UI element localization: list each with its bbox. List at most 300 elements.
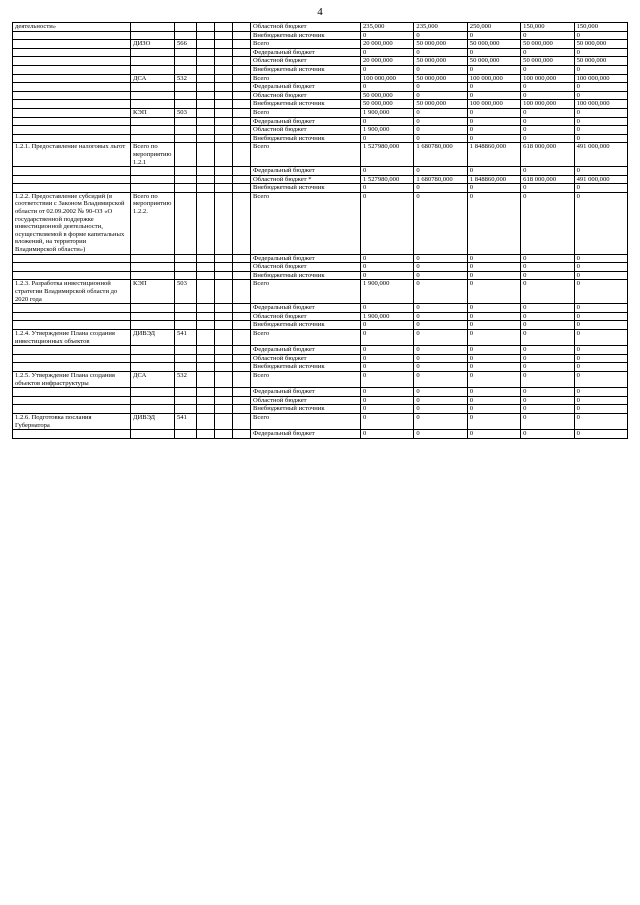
table-cell: 0: [361, 254, 414, 263]
table-cell: [131, 263, 175, 272]
source-cell: Всего: [251, 329, 361, 345]
table-cell: 0: [467, 117, 520, 126]
table-cell: 0: [414, 65, 467, 74]
table-cell: [197, 74, 215, 83]
measure-cell: [13, 126, 131, 135]
table-cell: ДСА: [131, 74, 175, 83]
measure-cell: [13, 117, 131, 126]
table-cell: 0: [467, 31, 520, 40]
table-cell: [197, 396, 215, 405]
table-cell: [197, 405, 215, 414]
measure-cell: 1.2.3. Разработка инвестиционной стратегии Владимирской области до 2020 года: [13, 280, 131, 304]
budget-table-body: [13, 23, 628, 439]
table-cell: [175, 321, 197, 330]
table-cell: [175, 23, 197, 32]
table-cell: [197, 57, 215, 66]
table-cell: 0: [414, 405, 467, 414]
table-cell: [175, 312, 197, 321]
table-cell: [131, 83, 175, 92]
table-cell: [197, 304, 215, 313]
table-cell: 0: [467, 126, 520, 135]
table-cell: [215, 254, 233, 263]
table-cell: 0: [574, 329, 627, 345]
table-cell: [197, 312, 215, 321]
table-row: [13, 91, 628, 100]
table-cell: 0: [361, 263, 414, 272]
table-cell: 0: [361, 363, 414, 372]
table-cell: 100 000,000: [467, 74, 520, 83]
measure-cell: [13, 65, 131, 74]
table-cell: 0: [574, 363, 627, 372]
table-cell: 0: [521, 321, 574, 330]
table-cell: [131, 48, 175, 57]
table-cell: [233, 108, 251, 117]
table-cell: 0: [521, 280, 574, 304]
table-cell: 0: [414, 388, 467, 397]
table-cell: [215, 430, 233, 439]
table-row: [13, 396, 628, 405]
table-cell: [131, 100, 175, 109]
table-cell: 618 000,000: [521, 143, 574, 167]
table-cell: 1 900,000: [361, 126, 414, 135]
table-row: [13, 192, 628, 254]
table-cell: 0: [414, 184, 467, 193]
table-cell: [131, 134, 175, 143]
table-cell: 0: [414, 134, 467, 143]
table-cell: [233, 363, 251, 372]
table-cell: 50 000,000: [521, 40, 574, 49]
table-cell: [215, 143, 233, 167]
table-cell: [175, 167, 197, 176]
table-cell: 503: [175, 280, 197, 304]
table-cell: [215, 371, 233, 387]
table-cell: [197, 83, 215, 92]
table-cell: 0: [361, 192, 414, 254]
measure-cell: 1.2.2. Предоставление субсидий (в соответствии с Законом Владимирской области от 02.09.2002 № 90-ОЗ «О государственной поддержке инвестиционной деятельности, осуществляемой в форме капитальных вложений, на территории Владимирской области»): [13, 192, 131, 254]
source-cell: Федеральный бюджет: [251, 430, 361, 439]
table-row: [13, 280, 628, 304]
source-cell: Федеральный бюджет: [251, 254, 361, 263]
table-cell: ДСА: [131, 371, 175, 387]
table-cell: [233, 100, 251, 109]
table-cell: 0: [361, 371, 414, 387]
table-cell: [215, 263, 233, 272]
table-row: [13, 167, 628, 176]
table-cell: 0: [467, 329, 520, 345]
table-cell: 1 527980,000: [361, 143, 414, 167]
table-cell: 0: [574, 134, 627, 143]
table-cell: [131, 167, 175, 176]
table-cell: 0: [574, 371, 627, 387]
table-row: [13, 371, 628, 387]
table-cell: ДИЗО: [131, 40, 175, 49]
measure-cell: [13, 321, 131, 330]
table-cell: [233, 40, 251, 49]
table-cell: 1 900,000: [361, 108, 414, 117]
table-cell: 0: [414, 396, 467, 405]
table-cell: [197, 40, 215, 49]
table-cell: [175, 83, 197, 92]
table-cell: [197, 354, 215, 363]
table-cell: 50 000,000: [467, 57, 520, 66]
table-cell: КЭП: [131, 108, 175, 117]
table-cell: 0: [467, 108, 520, 117]
table-cell: [233, 430, 251, 439]
table-row: [13, 48, 628, 57]
table-cell: [175, 126, 197, 135]
table-cell: [215, 100, 233, 109]
table-cell: 0: [574, 167, 627, 176]
source-cell: Федеральный бюджет: [251, 304, 361, 313]
table-cell: [233, 184, 251, 193]
table-cell: 0: [414, 312, 467, 321]
table-cell: 0: [574, 413, 627, 429]
table-cell: [233, 371, 251, 387]
table-cell: 0: [414, 117, 467, 126]
table-cell: 0: [361, 31, 414, 40]
table-cell: 0: [521, 263, 574, 272]
table-cell: [215, 74, 233, 83]
table-cell: [131, 312, 175, 321]
table-cell: 20 000,000: [361, 40, 414, 49]
table-cell: [197, 329, 215, 345]
table-cell: [233, 175, 251, 184]
table-row: [13, 117, 628, 126]
table-cell: [175, 175, 197, 184]
table-cell: [175, 192, 197, 254]
measure-cell: [13, 74, 131, 83]
table-cell: [215, 126, 233, 135]
table-cell: [131, 304, 175, 313]
table-cell: 0: [574, 388, 627, 397]
source-cell: Федеральный бюджет: [251, 83, 361, 92]
table-cell: [233, 31, 251, 40]
table-row: [13, 271, 628, 280]
table-cell: [175, 263, 197, 272]
table-cell: [175, 184, 197, 193]
table-cell: [215, 329, 233, 345]
table-cell: 1 848860,000: [467, 143, 520, 167]
table-cell: 0: [574, 263, 627, 272]
measure-cell: [13, 388, 131, 397]
table-cell: 0: [467, 263, 520, 272]
table-cell: 0: [467, 280, 520, 304]
table-cell: 0: [521, 354, 574, 363]
table-cell: [233, 413, 251, 429]
measure-cell: [13, 271, 131, 280]
source-cell: Всего: [251, 371, 361, 387]
table-cell: 0: [521, 346, 574, 355]
table-cell: [233, 271, 251, 280]
source-cell: Внебюджетный источник: [251, 321, 361, 330]
measure-cell: [13, 167, 131, 176]
table-cell: [233, 312, 251, 321]
table-cell: 0: [361, 83, 414, 92]
table-cell: [233, 23, 251, 32]
table-cell: 0: [521, 312, 574, 321]
table-cell: 0: [574, 83, 627, 92]
source-cell: Областной бюджет: [251, 23, 361, 32]
table-cell: [215, 363, 233, 372]
table-cell: 0: [574, 48, 627, 57]
table-cell: [131, 184, 175, 193]
table-cell: 0: [414, 346, 467, 355]
source-cell: Федеральный бюджет: [251, 117, 361, 126]
table-cell: 0: [574, 304, 627, 313]
measure-cell: деятельности»: [13, 23, 131, 32]
table-cell: [233, 396, 251, 405]
table-cell: 50 000,000: [467, 40, 520, 49]
table-cell: 0: [574, 184, 627, 193]
table-cell: 0: [574, 346, 627, 355]
measure-cell: 1.2.6. Подготовка послания Губернатора: [13, 413, 131, 429]
source-cell: Внебюджетный источник: [251, 31, 361, 40]
table-cell: [215, 388, 233, 397]
table-cell: [233, 354, 251, 363]
table-cell: 0: [467, 65, 520, 74]
table-cell: [131, 126, 175, 135]
table-cell: [197, 117, 215, 126]
table-cell: [175, 405, 197, 414]
table-cell: 0: [361, 321, 414, 330]
table-cell: 50 000,000: [361, 91, 414, 100]
table-cell: 1 680780,000: [414, 175, 467, 184]
table-cell: 0: [574, 405, 627, 414]
table-cell: [197, 175, 215, 184]
table-cell: [131, 405, 175, 414]
table-cell: 0: [414, 126, 467, 135]
table-cell: 503: [175, 108, 197, 117]
table-cell: 0: [361, 388, 414, 397]
table-row: [13, 31, 628, 40]
table-cell: 0: [414, 263, 467, 272]
table-cell: 0: [414, 192, 467, 254]
table-cell: [175, 388, 197, 397]
table-cell: [131, 363, 175, 372]
table-row: [13, 263, 628, 272]
table-cell: [233, 143, 251, 167]
table-cell: [215, 405, 233, 414]
table-cell: 0: [467, 396, 520, 405]
source-cell: Внебюджетный источник: [251, 405, 361, 414]
table-cell: [175, 117, 197, 126]
table-row: [13, 126, 628, 135]
table-row: [13, 304, 628, 313]
table-cell: 0: [361, 346, 414, 355]
table-cell: [233, 134, 251, 143]
table-row: [13, 40, 628, 49]
table-cell: [233, 83, 251, 92]
table-cell: [233, 91, 251, 100]
source-cell: Всего: [251, 40, 361, 49]
table-cell: [175, 363, 197, 372]
table-cell: [131, 396, 175, 405]
source-cell: Федеральный бюджет: [251, 346, 361, 355]
table-row: [13, 405, 628, 414]
table-cell: [215, 31, 233, 40]
table-cell: 0: [521, 413, 574, 429]
table-cell: 541: [175, 329, 197, 345]
table-cell: 0: [521, 388, 574, 397]
table-row: [13, 430, 628, 439]
table-cell: [197, 271, 215, 280]
measure-cell: 1.2.1. Предоставление налоговых льгот: [13, 143, 131, 167]
table-cell: [215, 57, 233, 66]
table-cell: 0: [521, 254, 574, 263]
table-cell: 1 527980,000: [361, 175, 414, 184]
source-cell: Областной бюджет: [251, 263, 361, 272]
table-cell: 50 000,000: [521, 57, 574, 66]
table-cell: 0: [361, 134, 414, 143]
table-cell: [197, 91, 215, 100]
table-cell: [197, 280, 215, 304]
measure-cell: [13, 430, 131, 439]
table-cell: [233, 167, 251, 176]
table-cell: 0: [361, 48, 414, 57]
table-cell: [215, 354, 233, 363]
table-cell: [175, 57, 197, 66]
table-cell: [215, 83, 233, 92]
page-number: 4: [317, 6, 323, 18]
table-cell: [131, 388, 175, 397]
table-cell: [233, 263, 251, 272]
table-cell: 150,000: [574, 23, 627, 32]
table-cell: 0: [361, 396, 414, 405]
table-cell: 0: [574, 280, 627, 304]
table-cell: [197, 167, 215, 176]
source-cell: Областной бюджет: [251, 354, 361, 363]
table-cell: 0: [574, 396, 627, 405]
table-cell: 532: [175, 74, 197, 83]
measure-cell: [13, 346, 131, 355]
table-cell: [215, 167, 233, 176]
table-cell: 150,000: [521, 23, 574, 32]
table-cell: [175, 354, 197, 363]
table-cell: 100 000,000: [574, 74, 627, 83]
table-cell: [197, 100, 215, 109]
table-cell: [233, 304, 251, 313]
measure-cell: [13, 83, 131, 92]
table-cell: [197, 254, 215, 263]
table-cell: 618 000,000: [521, 175, 574, 184]
table-cell: 0: [414, 48, 467, 57]
table-row: [13, 321, 628, 330]
table-cell: [233, 321, 251, 330]
table-cell: 100 000,000: [521, 100, 574, 109]
table-cell: [233, 117, 251, 126]
table-cell: 0: [521, 371, 574, 387]
table-cell: [215, 40, 233, 49]
source-cell: Федеральный бюджет: [251, 167, 361, 176]
table-cell: [131, 346, 175, 355]
table-cell: [215, 321, 233, 330]
table-cell: 1 900,000: [361, 280, 414, 304]
source-cell: Областной бюджет: [251, 57, 361, 66]
table-row: [13, 23, 628, 32]
table-cell: 0: [361, 354, 414, 363]
source-cell: Внебюджетный источник: [251, 134, 361, 143]
source-cell: Областной бюджет: [251, 91, 361, 100]
table-cell: 0: [414, 354, 467, 363]
table-cell: 0: [521, 65, 574, 74]
table-cell: [215, 134, 233, 143]
table-cell: 0: [467, 413, 520, 429]
table-cell: 0: [414, 31, 467, 40]
table-cell: 50 000,000: [414, 57, 467, 66]
measure-cell: [13, 175, 131, 184]
source-cell: Внебюджетный источник: [251, 100, 361, 109]
table-cell: [131, 91, 175, 100]
table-cell: [197, 346, 215, 355]
table-cell: [175, 65, 197, 74]
table-cell: 0: [574, 192, 627, 254]
table-cell: [233, 126, 251, 135]
table-cell: [197, 108, 215, 117]
table-cell: [131, 117, 175, 126]
table-cell: [215, 312, 233, 321]
table-cell: [175, 100, 197, 109]
table-cell: 0: [361, 117, 414, 126]
table-cell: [215, 108, 233, 117]
table-cell: 0: [361, 304, 414, 313]
measure-cell: [13, 100, 131, 109]
table-cell: [197, 184, 215, 193]
table-row: [13, 134, 628, 143]
table-cell: [233, 329, 251, 345]
table-cell: 0: [414, 280, 467, 304]
table-cell: 100 000,000: [361, 74, 414, 83]
table-cell: ДИВЭД: [131, 329, 175, 345]
table-cell: 0: [521, 48, 574, 57]
table-row: [13, 65, 628, 74]
source-cell: Областной бюджет *: [251, 175, 361, 184]
table-cell: [175, 396, 197, 405]
table-row: [13, 57, 628, 66]
measure-cell: [13, 134, 131, 143]
table-cell: КЭП: [131, 280, 175, 304]
table-cell: 0: [574, 91, 627, 100]
source-cell: Внебюджетный источник: [251, 65, 361, 74]
table-cell: [233, 254, 251, 263]
table-cell: [175, 143, 197, 167]
table-cell: 20 000,000: [361, 57, 414, 66]
source-cell: Всего: [251, 108, 361, 117]
table-cell: [233, 48, 251, 57]
measure-cell: [13, 263, 131, 272]
table-cell: 0: [467, 371, 520, 387]
measure-cell: [13, 40, 131, 49]
table-cell: 0: [521, 329, 574, 345]
table-cell: 0: [467, 167, 520, 176]
measure-cell: [13, 354, 131, 363]
table-cell: 0: [521, 363, 574, 372]
table-cell: [233, 74, 251, 83]
source-cell: Внебюджетный источник: [251, 184, 361, 193]
table-cell: [197, 48, 215, 57]
measure-cell: 1.2.5. Утверждение Плана создания объектов инфраструктуры: [13, 371, 131, 387]
table-cell: 0: [467, 134, 520, 143]
measure-cell: [13, 254, 131, 263]
table-cell: 0: [521, 167, 574, 176]
table-cell: [215, 175, 233, 184]
table-cell: 0: [414, 167, 467, 176]
table-cell: 0: [467, 271, 520, 280]
measure-cell: [13, 48, 131, 57]
source-cell: Областной бюджет: [251, 312, 361, 321]
table-cell: 0: [361, 167, 414, 176]
table-cell: [131, 430, 175, 439]
table-cell: [215, 346, 233, 355]
